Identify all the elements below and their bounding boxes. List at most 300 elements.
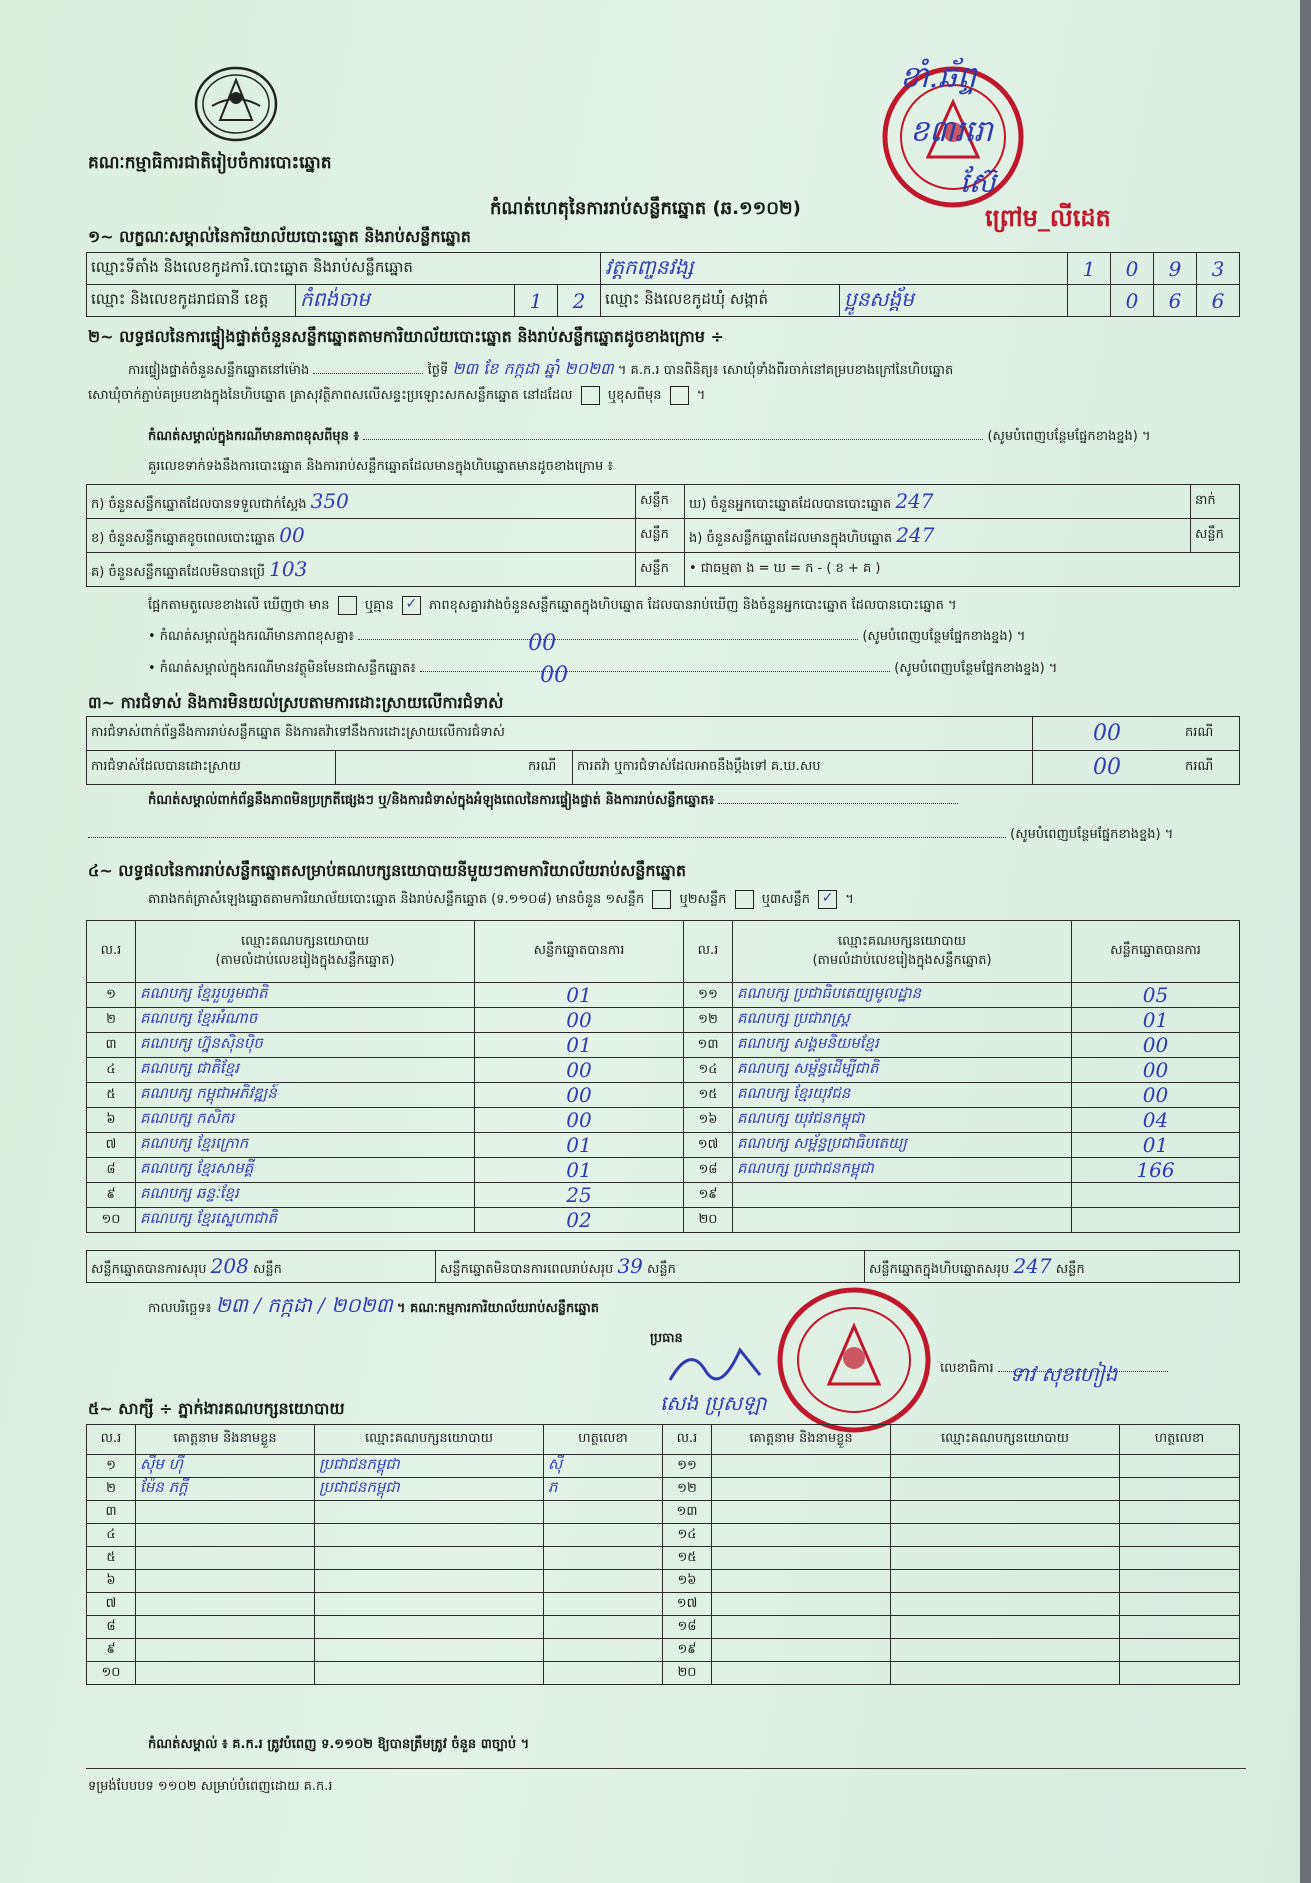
ballot-row-spoiled — [87, 519, 1240, 553]
unused-unit: សន្លឹក — [636, 553, 685, 587]
witness-party — [315, 1570, 544, 1593]
one-sheet-checkbox[interactable] — [652, 890, 671, 909]
witness-col-no-right: ល.រ — [663, 1425, 712, 1455]
table-row — [87, 1524, 1240, 1547]
party-no-left: ៥ — [87, 1083, 136, 1108]
witness-party-right — [891, 1524, 1120, 1547]
col-no-left: ល.រ — [87, 921, 136, 983]
fill-more-2: (សូមបំពេញបន្ថែមផ្នែកខាងខ្នង) ។ — [894, 661, 1058, 676]
witness-no-right: ១៥ — [663, 1547, 712, 1570]
witness-name — [136, 1547, 315, 1570]
section2-heading: ២~ លទ្ធផលនៃការផ្ទៀងផ្ទាត់ចំនួនសន្លឹកឆ្នោតតាមការិយាល័យបោះឆ្នោត និងរាប់សន្លឹកឆ្នោតដូចខាងក្រោម ÷ — [88, 327, 724, 346]
col-no-right: ល.រ — [684, 921, 733, 983]
party-no-left: ៣ — [87, 1033, 136, 1058]
party-no-right: ១៣ — [684, 1033, 733, 1058]
witness-col-sign-left: ហត្ថលេខា — [544, 1425, 663, 1455]
location-code-1: 1 — [1068, 253, 1111, 285]
party-no-right: ១៨ — [684, 1158, 733, 1183]
commune-code-3: 6 — [1197, 285, 1240, 317]
party-name-left: គណបក្ស ខ្មែរអំណាច — [136, 1008, 475, 1033]
party-no-right: ២០ — [684, 1208, 733, 1233]
resolved-label: ការជំទាស់ដែលបានដោះស្រាយ — [87, 751, 336, 785]
section2-note — [148, 428, 1248, 447]
total-box-label: សន្លឹកឆ្នោតក្នុងហិបឆ្នោតសរុប — [869, 1261, 1010, 1277]
secretary-line — [940, 1360, 1168, 1386]
witness-name: ម៉ែន ភក្តី — [136, 1478, 315, 1501]
witness-signature: ស៊ី — [544, 1455, 663, 1478]
table-row — [87, 1501, 1240, 1524]
appeal-value: 00 — [1033, 751, 1182, 785]
footer-divider — [86, 1768, 1246, 1769]
table-row — [87, 1478, 1240, 1501]
party-no-right: ១៩ — [684, 1183, 733, 1208]
witness-no-right: ១៧ — [663, 1593, 712, 1616]
witness-party-right — [891, 1570, 1120, 1593]
party-votes-right: 04 — [1072, 1108, 1240, 1133]
col-votes-right: សន្លឹកឆ្នោតបានការ — [1072, 921, 1240, 983]
total-valid-label: សន្លឹកឆ្នោតបានការសរុប — [91, 1261, 207, 1277]
party-name-right: គណបក្ស សង្គមនិយមខ្មែរ — [733, 1033, 1072, 1058]
table-row — [87, 1158, 1240, 1183]
section2-para1 — [128, 358, 1248, 382]
resolved-unit: ករណី — [524, 751, 573, 785]
party-no-right: ១១ — [684, 983, 733, 1008]
witness-signature — [544, 1547, 663, 1570]
party-name-right — [733, 1208, 1072, 1233]
col-votes-left: សន្លឹកឆ្នោតបានការ — [475, 921, 684, 983]
voters-label: ឃ) ចំនួនអ្នកបោះឆ្នោតដែលបានបោះឆ្នោត — [689, 496, 892, 512]
received-value: 350 — [310, 488, 349, 513]
witness-col-sign-right: ហត្ថលេខា — [1120, 1425, 1240, 1455]
witness-no-right: ១៤ — [663, 1524, 712, 1547]
col-party-right-l1: ឈ្មោះគណបក្សនយោបាយ — [838, 933, 966, 949]
witness-party — [315, 1662, 544, 1685]
resolved-value — [336, 751, 525, 785]
col-party-left-l1: ឈ្មោះគណបក្សនយោបាយ — [241, 933, 369, 949]
witness-col-name-right: គោត្តនាម និងនាមខ្លួន — [712, 1425, 891, 1455]
party-no-right: ១៦ — [684, 1108, 733, 1133]
witness-no-left: ៩ — [87, 1639, 136, 1662]
party-no-left: ៩ — [87, 1183, 136, 1208]
party-votes-left: 00 — [475, 1058, 684, 1083]
party-votes-right: 166 — [1072, 1158, 1240, 1183]
witness-no-right: ២០ — [663, 1662, 712, 1685]
party-votes-left: 01 — [475, 1133, 684, 1158]
check-time-label: ការផ្ទៀងផ្ទាត់ចំនួនសន្លឹកឆ្នោតនៅម៉ោង — [128, 363, 310, 378]
ballot-row-unused — [87, 553, 1240, 587]
witness-name-right — [712, 1616, 891, 1639]
witness-signature-right — [1120, 1455, 1240, 1478]
party-votes-left: 01 — [475, 983, 684, 1008]
three-sheets-label: ឬ៣សន្លឹក — [761, 892, 810, 907]
party-no-left: ២ — [87, 1008, 136, 1033]
in-box-label: ង) ចំនួនសន្លឹកឆ្នោតដែលមានក្នុងហិបឆ្នោត — [689, 530, 893, 546]
witness-col-party-right: ឈ្មោះគណបក្សនយោបាយ — [891, 1425, 1120, 1455]
witness-party — [315, 1501, 544, 1524]
witness-col-no-left: ល.រ — [87, 1425, 136, 1455]
no-difference-checkbox[interactable]: ✓ — [402, 596, 421, 615]
table-row — [87, 1570, 1240, 1593]
table-row — [87, 1133, 1240, 1158]
province-code-1: 1 — [515, 285, 558, 317]
witness-no-right: ១១ — [663, 1455, 712, 1478]
party-name-left: គណបក្ស កសិករ — [136, 1108, 475, 1133]
date-label: ថ្ងៃទី — [427, 363, 449, 378]
party-name-right: គណបក្ស ខ្មែរយុវជន — [733, 1083, 1072, 1108]
party-name-right — [733, 1183, 1072, 1208]
party-no-right: ១៤ — [684, 1058, 733, 1083]
spoiled-value: 00 — [279, 522, 305, 547]
table-row — [87, 1208, 1240, 1233]
section4-intro: តារាងកត់ត្រាសំឡេងឆ្នោតតាមការិយាល័យបោះឆ្នោត និងរាប់សន្លឹកឆ្នោត (ទ.១១០៨) មានចំនួន ១សន្លឹក ឬ២សន្លឹក ឬ៣សន្លឹក ✓ ។ — [148, 890, 854, 907]
tally-sheets-label: តារាងកត់ត្រាសំឡេងឆ្នោតតាមការិយាល័យបោះឆ្នោត និងរាប់សន្លឹកឆ្នោត (ទ.១១០៨) មានចំនួន ១សន្លឹក — [148, 892, 645, 907]
party-name-left: គណបក្ស ខ្មែរស្នេហាជាតិ — [136, 1208, 475, 1233]
party-votes-left: 00 — [475, 1083, 684, 1108]
witness-no-right: ១២ — [663, 1478, 712, 1501]
witness-no-left: ៥ — [87, 1547, 136, 1570]
foreign-object-bullet: • កំណត់សម្គាល់ក្នុងករណីមានវត្ថុមិនមែនជាសន្លឹកឆ្នោត៖ — [148, 661, 416, 676]
witness-party — [315, 1547, 544, 1570]
party-name-right: គណបក្ស ប្រជាជនកម្ពុជា — [733, 1158, 1072, 1183]
committee-label: គណៈកម្មាធិការជាតិរៀបចំការបោះឆ្នោត — [88, 153, 332, 173]
footer-note: កំណត់សម្គាល់ ៖ គ.ក.រ ត្រូវបំពេញ ទ.១១០២ ឱ្យបានត្រឹមត្រូវ ចំនួន ៣ច្បាប់ ។ — [148, 1737, 530, 1752]
fill-more-1: (សូមបំពេញបន្ថែមផ្នែកខាងខ្នង) ។ — [862, 629, 1026, 644]
party-name-left: គណបក្ស ខ្មែររួបរួមជាតិ — [136, 983, 475, 1008]
count-date-label: កាលបរិច្ឆេទ៖ — [148, 1301, 212, 1316]
party-name-right: គណបក្ស ប្រជាធិបតេយ្យមូលដ្ឋាន — [733, 983, 1072, 1008]
witness-no-left: ៨ — [87, 1616, 136, 1639]
witness-name-right — [712, 1639, 891, 1662]
totals-table — [86, 1250, 1240, 1283]
province-label: ឈ្មោះ និងលេខកូដរាជធានី ខេត្ត — [87, 285, 296, 317]
committee-emblem — [190, 62, 282, 144]
objection-table — [86, 716, 1240, 785]
witness-signature-right — [1120, 1478, 1240, 1501]
witness-party-right — [891, 1455, 1120, 1478]
appeal-label: ការតវ៉ា ឬការជំទាស់ដែលអាចនឹងប្តឹងទៅ គ.ឃ.សប — [573, 751, 1033, 785]
commission-label: ។ គណៈកម្មការការិយាល័យរាប់សន្លឹកឆ្នោត — [396, 1301, 599, 1316]
chair-name: សេង ប្រុសឡា — [660, 1391, 767, 1415]
party-name-right: គណបក្ស ប្រជារាស្ត្រ — [733, 1008, 1072, 1033]
chair-signature — [660, 1340, 770, 1390]
total-valid-value: 208 — [210, 1253, 249, 1278]
location-code-2: 0 — [1111, 253, 1154, 285]
witness-name-right — [712, 1501, 891, 1524]
secretary-name: ទាវ សុខហៀង — [1009, 1362, 1118, 1386]
witness-name — [136, 1593, 315, 1616]
ballot-count-table — [86, 484, 1240, 587]
fill-more-3: (សូមបំពេញបន្ថែមផ្នែកខាងខ្នង) ។ — [1010, 827, 1174, 842]
witness-party-right — [891, 1593, 1120, 1616]
total-invalid-value: 39 — [617, 1253, 643, 1278]
table-row — [87, 1083, 1240, 1108]
total-valid-unit: សន្លឹក — [253, 1261, 282, 1277]
party-name-left: គណបក្ស ខ្មែរសាមគ្គី — [136, 1158, 475, 1183]
witness-signature: ភ — [544, 1478, 663, 1501]
province-code-2: 2 — [558, 285, 601, 317]
appeal-unit: ករណី — [1181, 751, 1240, 785]
party-votes-left: 00 — [475, 1108, 684, 1133]
section3-note-line2 — [88, 826, 1248, 845]
witness-signature — [544, 1524, 663, 1547]
party-votes-right: 05 — [1072, 983, 1240, 1008]
witness-signature-right — [1120, 1616, 1240, 1639]
two-sheets-label: ឬ២សន្លឹក — [679, 892, 727, 907]
form-code: ទម្រង់បែបបទ ១១០២ សម្រាប់បំពេញដោយ គ.ក.រ — [88, 1779, 333, 1794]
location-label: ឈ្មោះទីតាំង និងលេខកូដការិ.បោះឆ្នោត និងរាប់សន្លឹកឆ្នោត — [87, 253, 601, 285]
total-invalid-label: សន្លឹកឆ្នោតមិនបានការពេលរាប់សរុប — [440, 1261, 614, 1277]
spoiled-unit: សន្លឹក — [636, 519, 685, 553]
party-votes-right: 01 — [1072, 1133, 1240, 1158]
party-votes-left: 02 — [475, 1208, 684, 1233]
seal-changed-checkbox[interactable] — [670, 386, 689, 405]
table-row — [87, 1183, 1240, 1208]
witness-name-right — [712, 1570, 891, 1593]
table-row — [87, 1058, 1240, 1083]
witness-signature — [544, 1570, 663, 1593]
formula-note: • ជាធម្មតា ង = ឃ = ក - ( ខ + គ ) — [685, 553, 1240, 587]
section3-note — [148, 792, 1248, 811]
party-no-left: ៦ — [87, 1108, 136, 1133]
total-box-value: 247 — [1013, 1253, 1052, 1278]
party-no-right: ១២ — [684, 1008, 733, 1033]
witness-name-right — [712, 1547, 891, 1570]
witness-name — [136, 1639, 315, 1662]
witness-name — [136, 1501, 315, 1524]
witness-signature-right — [1120, 1547, 1240, 1570]
witness-party — [315, 1616, 544, 1639]
spoiled-label: ខ) ចំនួនសន្លឹកឆ្នោតខូចពេលបោះឆ្នោត — [91, 530, 276, 546]
total-box-unit: សន្លឹក — [1055, 1261, 1085, 1277]
witness-col-name-left: គោត្តនាម និងនាមខ្លួន — [136, 1425, 315, 1455]
seal-changed-label: ឬខុសពីមុន — [607, 388, 662, 403]
two-sheets-checkbox[interactable] — [735, 890, 754, 909]
witness-name — [136, 1616, 315, 1639]
witness-party-right — [891, 1547, 1120, 1570]
objection-value: 00 — [1033, 717, 1182, 751]
party-name-right: គណបក្ស យុវជនកម្ពុជា — [733, 1108, 1072, 1133]
section2-para2 — [148, 596, 1248, 616]
witness-no-left: ៤ — [87, 1524, 136, 1547]
party-results-table — [86, 920, 1240, 1233]
commune-label: ឈ្មោះ និងលេខកូដឃុំ សង្កាត់ — [601, 285, 840, 317]
witness-party-right — [891, 1639, 1120, 1662]
witness-party — [315, 1524, 544, 1547]
witness-signature — [544, 1662, 663, 1685]
seal-intact-checkbox[interactable] — [581, 386, 600, 405]
party-no-left: ៨ — [87, 1158, 136, 1183]
difference-note-label: កំណត់សម្គាល់ក្នុងករណីមានភាពខុសពីមុន ៖ — [148, 429, 360, 444]
witness-signature — [544, 1593, 663, 1616]
witness-signature-right — [1120, 1639, 1240, 1662]
section2-intro: គួរលេខទាក់ទងនឹងការបោះឆ្នោត និងការរាប់សន្លឹកឆ្នោតដែលមានក្នុងហិបឆ្នោតមានដូចខាងក្រោម ៖ — [148, 459, 614, 474]
section2-para1b: សោឃុំចាក់ភ្ជាប់គម្របខាងក្នុងនៃហិបឆ្នោត ត្រាសុវត្ថិភាពសលើសន្ទះប្រឡោះសកសន្លឹកឆ្នោត នៅដដែល ឬខុសពីមុន ។ — [88, 388, 706, 403]
count-date-value: ២៣ / កក្កដា / ២០២៣ — [215, 1293, 393, 1317]
section1-table — [86, 252, 1240, 317]
commune-code-2: 6 — [1154, 285, 1197, 317]
witness-no-left: ៧ — [87, 1593, 136, 1616]
three-sheets-checkbox[interactable]: ✓ — [818, 890, 837, 909]
witness-signature — [544, 1639, 663, 1662]
witness-signature-right — [1120, 1524, 1240, 1547]
witness-signature-right — [1120, 1501, 1240, 1524]
table-row — [87, 1033, 1240, 1058]
party-name-left: គណបក្ស កម្ពុជាអភិវឌ្ឍន៍ — [136, 1083, 475, 1108]
table-row — [87, 1662, 1240, 1685]
party-votes-right: 00 — [1072, 1058, 1240, 1083]
witness-party — [315, 1593, 544, 1616]
party-name-left: គណបក្ស ឆន្ទៈខ្មែរ — [136, 1183, 475, 1208]
witness-name-right — [712, 1455, 891, 1478]
location-code-4: 3 — [1197, 253, 1240, 285]
location-code-3: 9 — [1154, 253, 1197, 285]
no-difference-label: ឬគ្មាន — [364, 598, 394, 613]
party-no-left: ១ — [87, 983, 136, 1008]
witness-table — [86, 1424, 1240, 1685]
witness-no-left: ១ — [87, 1455, 136, 1478]
section2-bullet2 — [148, 660, 1248, 688]
section1-heading: ១~ លក្ខណៈសម្គាល់នៃការិយាល័យបោះឆ្នោត និងរាប់សន្លឹកឆ្នោត — [88, 227, 471, 246]
party-name-left: គណបក្ស ខ្មែរក្រោក — [136, 1133, 475, 1158]
witness-no-left: ១០ — [87, 1662, 136, 1685]
witness-signature-right — [1120, 1662, 1240, 1685]
party-name-left: គណបក្ស ហ្វ៊ុនស៊ិនប៉ិច — [136, 1033, 475, 1058]
party-votes-right — [1072, 1183, 1240, 1208]
party-no-left: ១០ — [87, 1208, 136, 1233]
witness-party-right — [891, 1501, 1120, 1524]
table-row — [87, 1593, 1240, 1616]
party-votes-right: 00 — [1072, 1083, 1240, 1108]
province-value: កំពង់ចាម — [296, 285, 515, 317]
witness-party: ប្រជាជនកម្ពុជា — [315, 1478, 544, 1501]
witness-name-right — [712, 1593, 891, 1616]
irregularity-note-label: កំណត់សម្គាល់ពាក់ព័ន្ធនឹងភាពមិនប្រក្រតីផ្សេងៗ ឬ/និងការជំទាស់ក្នុងអំឡុងពេលនៃការផ្ទៀងផ្ទាត់ និងការរាប់សន្លឹកឆ្នោត៖ — [148, 793, 715, 808]
unused-label: គ) ចំនួនសន្លឹកឆ្នោតដែលមិនបានប្រើ — [91, 564, 265, 580]
witness-party-right — [891, 1616, 1120, 1639]
witness-signature — [544, 1616, 663, 1639]
party-no-left: ៤ — [87, 1058, 136, 1083]
party-name-left: គណបក្ស ជាតិខ្មែរ — [136, 1058, 475, 1083]
table-row — [87, 1455, 1240, 1478]
stamp-handwriting-top: ខាំ.ឆ័ព្ទ — [900, 60, 977, 95]
foreign-object-value: 00 — [540, 663, 569, 688]
witness-no-right: ១៨ — [663, 1616, 712, 1639]
col-party-right-l2: (តាមលំដាប់លេខរៀងក្នុងសន្លឹកឆ្នោត) — [812, 952, 992, 968]
party-no-right: ១៥ — [684, 1083, 733, 1108]
table-row — [87, 1547, 1240, 1570]
section2-bullet1 — [148, 628, 1248, 656]
witness-party: ប្រជាជនកម្ពុជា — [315, 1455, 544, 1478]
witness-no-right: ១៦ — [663, 1570, 712, 1593]
witness-no-left: ៦ — [87, 1570, 136, 1593]
party-no-left: ៧ — [87, 1133, 136, 1158]
section5-heading: ៥~ សាក្សី ÷ ភ្នាក់ងារគណបក្សនយោបាយ — [88, 1399, 345, 1418]
table-row — [87, 1008, 1240, 1033]
party-votes-left: 00 — [475, 1008, 684, 1033]
witness-col-party-left: ឈ្មោះគណបក្សនយោបាយ — [315, 1425, 544, 1455]
witness-name-right — [712, 1662, 891, 1685]
location-value: វត្តកញ្ចនវង្ស — [601, 253, 1068, 285]
witness-no-right: ១៣ — [663, 1501, 712, 1524]
stamp-signature: ស៊ែ — [960, 166, 996, 199]
official-stamp-bottom — [774, 1284, 934, 1436]
col-party-left-l2: (តាមលំដាប់លេខរៀងក្នុងសន្លឹកឆ្នោត) — [215, 952, 395, 968]
stamp-name: ព្រៅម_លីដេត — [985, 204, 1111, 232]
in-box-unit: សន្លឹក — [1191, 519, 1240, 553]
witness-no-left: ៣ — [87, 1501, 136, 1524]
objection-label: ការជំទាស់ពាក់ព័ន្ធនឹងការរាប់សន្លឹកឆ្នោត និងការតវ៉ាទៅនឹងការដោះស្រាយលើការជំទាស់ — [87, 717, 1033, 751]
unused-value: 103 — [269, 556, 308, 581]
col-party-right — [733, 921, 1072, 983]
table-row — [87, 1616, 1240, 1639]
witness-name: ស៊ឹម ហ៊ី — [136, 1455, 315, 1478]
difference-note-value: 00 — [528, 631, 557, 656]
commune-code-1: 0 — [1111, 285, 1154, 317]
witness-name — [136, 1570, 315, 1593]
witness-signature-right — [1120, 1593, 1240, 1616]
check-date-value: ២៣ ខែ កក្កដា ឆ្នាំ ២០២៣ — [452, 359, 614, 378]
seal-check-text: ។ គ.ក.រ បានពិនិត្យ៖ សោឃុំទាំងពីរចាក់នៅគម្របខាងក្រៅនៃហិបឆ្នោត — [617, 363, 954, 378]
count-date — [148, 1292, 599, 1322]
fill-more-note: (សូមបំពេញបន្ថែមផ្នែកខាងខ្នង) ។ — [987, 429, 1151, 444]
seal-check-text-2: សោឃុំចាក់ភ្ជាប់គម្របខាងក្នុងនៃហិបឆ្នោត ត្រាសុវត្ថិភាពសលើសន្ទះប្រឡោះសកសន្លឹកឆ្នោត នៅដដែល — [88, 388, 573, 403]
objection-unit: ករណី — [1181, 717, 1240, 751]
witness-name — [136, 1662, 315, 1685]
has-difference-checkbox[interactable] — [338, 596, 357, 615]
chair-label: ប្រធាន — [650, 1331, 683, 1346]
secretary-label: លេខាធិការ — [940, 1361, 994, 1376]
party-votes-right: 00 — [1072, 1033, 1240, 1058]
party-votes-left: 01 — [475, 1158, 684, 1183]
ballot-row-received — [87, 485, 1240, 519]
party-votes-right: 01 — [1072, 1008, 1240, 1033]
witness-party — [315, 1639, 544, 1662]
table-row — [87, 983, 1240, 1008]
witness-name-right — [712, 1478, 891, 1501]
table-row — [87, 1108, 1240, 1133]
form-title: កំណត់ហេតុនៃការរាប់សន្លឹកឆ្នោត (ឆ.១១០២) — [490, 198, 801, 219]
witness-name — [136, 1524, 315, 1547]
in-box-value: 247 — [896, 522, 935, 547]
difference-note-bullet: • កំណត់សម្គាល់ក្នុងករណីមានភាពខុសគ្នា៖ — [148, 629, 355, 644]
party-votes-left: 25 — [475, 1183, 684, 1208]
witness-name-right — [712, 1524, 891, 1547]
received-label: ក) ចំនួនសន្លឹកឆ្នោតដែលបានទទួលជាក់ស្តែង — [91, 496, 307, 512]
witness-party-right — [891, 1662, 1120, 1685]
difference-explanation: ភាពខុសគ្នារវាងចំនួនសន្លឹកឆ្នោតក្នុងហិបឆ្នោត ដែលបានរាប់ឃើញ និងចំនួនអ្នកបោះឆ្នោត ដែលបានបោះឆ្នោត ។ — [429, 598, 957, 613]
difference-question: ផ្អែកតាមតួលេខខាងលើ ឃើញថា មាន — [148, 598, 330, 613]
witness-no-left: ២ — [87, 1478, 136, 1501]
party-name-right: គណបក្ស សម្ព័ន្ធប្រជាធិបតេយ្យ — [733, 1133, 1072, 1158]
received-unit: សន្លឹក — [636, 485, 685, 519]
witness-signature — [544, 1501, 663, 1524]
section4-heading: ៤~ លទ្ធផលនៃការរាប់សន្លឹកឆ្នោតសម្រាប់គណបក្សនយោបាយនីមួយៗតាមការិយាល័យរាប់សន្លឹកឆ្នោត — [88, 861, 687, 880]
voters-value: 247 — [895, 488, 934, 513]
party-votes-left: 01 — [475, 1033, 684, 1058]
col-party-left — [136, 921, 475, 983]
table-row — [87, 1639, 1240, 1662]
party-votes-right — [1072, 1208, 1240, 1233]
witness-no-right: ១៩ — [663, 1639, 712, 1662]
section3-heading: ៣~ ការជំទាស់ និងការមិនយល់ស្របតាមការដោះស្រាយលើការជំទាស់ — [88, 693, 504, 712]
party-no-right: ១៧ — [684, 1133, 733, 1158]
stamp-handwriting-mid: ខ៣ររោ — [910, 114, 993, 149]
voters-unit: នាក់ — [1191, 485, 1240, 519]
party-name-right: គណបក្ស សម្ព័ន្ធដើម្បីជាតិ — [733, 1058, 1072, 1083]
commune-value: ប្អូនសង្គ័ម — [840, 285, 1068, 317]
witness-party-right — [891, 1478, 1120, 1501]
total-invalid-unit: សន្លឹក — [647, 1261, 676, 1277]
